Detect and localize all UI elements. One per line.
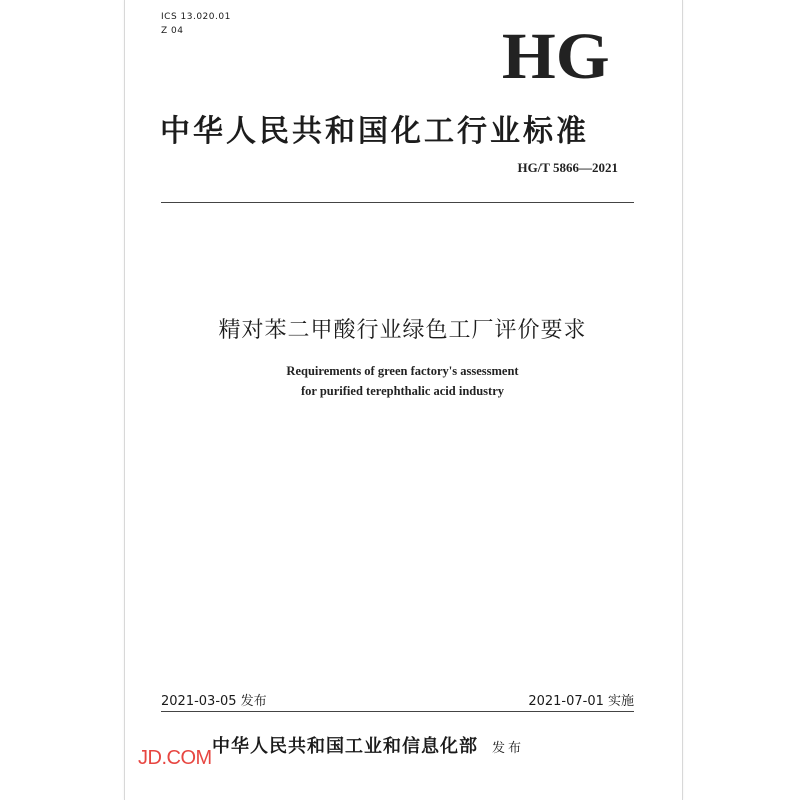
implementation-date: 2021-07-01 实施 [528, 694, 634, 709]
bottom-divider [161, 711, 634, 712]
hg-logo: HG [502, 20, 610, 93]
jd-watermark: JD.COM [138, 747, 212, 769]
classification-code: Z 04 [161, 26, 184, 36]
publisher-line [212, 732, 524, 758]
document-title-english-line2: for purified terephthalic acid industry [300, 384, 504, 398]
organization-title: 中华人民共和国化工行业标准 [160, 114, 589, 149]
publisher-name: 中华人民共和国工业和信息化部 [212, 736, 478, 757]
document-title-english-line1: Requirements of green factory's assessment [286, 364, 519, 378]
issue-date: 2021-03-05 发布 [161, 694, 267, 709]
document-title-chinese: 精对苯二甲酸行业绿色工厂评价要求 [218, 318, 587, 343]
standard-number: HG/T 5866—2021 [517, 160, 618, 175]
ics-code: ICS 13.020.01 [161, 12, 231, 22]
top-divider [161, 202, 634, 203]
publish-word: 发布 [492, 741, 525, 756]
